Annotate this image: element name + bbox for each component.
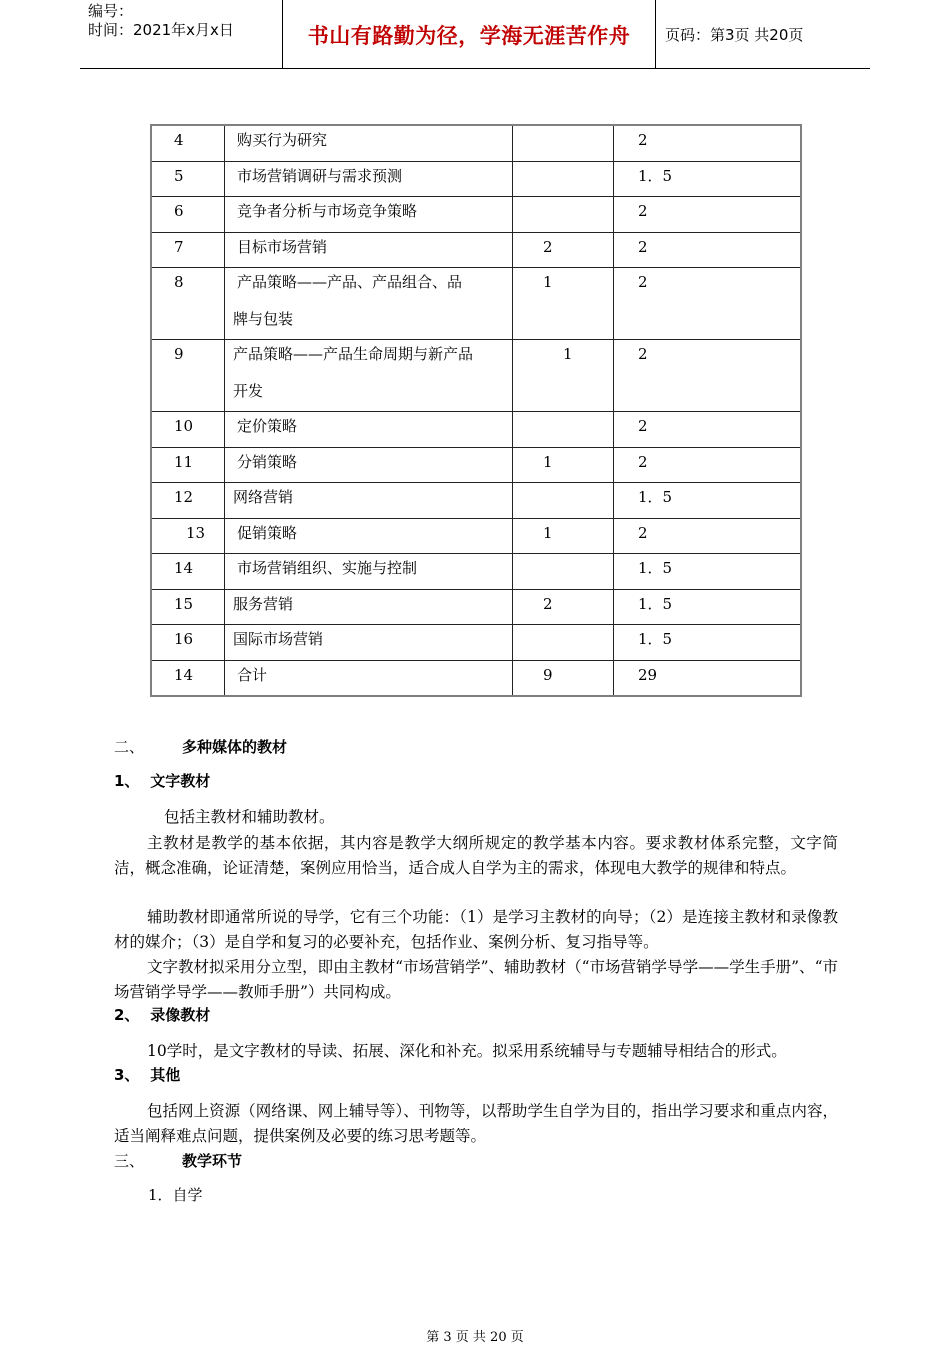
- heading-video-materials: [114, 1007, 210, 1024]
- paragraph: 10学时，是文字教材的导读、拓展、深化和补充。拟采用系统辅导与专题辅导相结合的形式。: [147, 1042, 787, 1060]
- topic-cell: [225, 268, 513, 340]
- topic-text: 服务营销: [233, 594, 294, 613]
- topic-line-1: 产品策略——产品、产品组合、品: [237, 273, 463, 291]
- heading-3-title: 其他: [150, 1066, 181, 1084]
- section-2-title: 多种媒体的教材: [182, 738, 288, 756]
- hours-cell: [614, 589, 802, 625]
- table-row: [151, 412, 801, 448]
- section-3-number: 三、: [114, 1152, 145, 1170]
- video-hours-cell: [513, 125, 614, 161]
- table-row: [151, 660, 801, 696]
- topic-cell: [225, 483, 513, 519]
- video-hours-text: [513, 625, 613, 631]
- row-number-cell: [151, 161, 225, 197]
- table-row: [151, 197, 801, 233]
- row-number-text: 14: [174, 665, 194, 684]
- row-number-text: 16: [174, 630, 194, 648]
- topic-cell: [225, 554, 513, 590]
- hours-text: 1．5: [638, 488, 673, 506]
- row-number-text: 9: [174, 345, 184, 363]
- table-row: [151, 518, 801, 554]
- hours-text: 2: [638, 273, 648, 291]
- row-number-cell: [151, 554, 225, 590]
- topic-cell: [225, 660, 513, 696]
- video-hours-text: [513, 412, 613, 418]
- heading-1-title: 文字教材: [150, 772, 211, 790]
- video-hours-cell: [513, 625, 614, 661]
- video-hours-cell: [513, 518, 614, 554]
- hours-text: 29: [638, 665, 658, 684]
- table-row: [151, 125, 801, 161]
- row-number-cell: [151, 483, 225, 519]
- hours-text: 1．5: [638, 594, 673, 613]
- page-footer: 第 3 页 共 20 页: [426, 1330, 524, 1345]
- row-number-text: 5: [174, 166, 184, 185]
- hours-text: 1．5: [638, 630, 673, 648]
- hours-text: 2: [638, 131, 648, 149]
- table-row: [151, 161, 801, 197]
- topic-text: 竞争者分析与市场竞争策略: [237, 202, 418, 220]
- row-number-cell: [151, 412, 225, 448]
- table-row: [151, 625, 801, 661]
- row-number-cell: [151, 197, 225, 233]
- paragraph: 主教材是教学的基本依据，其内容是教学大纲所规定的教学基本内容。要求教材体系完整，文字简洁，概念准确，论证清楚，案例应用恰当，适合成人自学为主的需求，体现电大教学的规律和特点。: [114, 834, 838, 877]
- course-schedule-table: [150, 124, 802, 697]
- video-hours-cell: [513, 589, 614, 625]
- row-number-text: 4: [174, 131, 184, 149]
- table-row: [151, 340, 801, 412]
- video-hours-text: 2: [543, 594, 553, 613]
- hours-cell: [614, 161, 802, 197]
- row-number-text: 12: [174, 488, 194, 506]
- row-number-cell: [151, 125, 225, 161]
- topic-text: 市场营销组织、实施与控制: [237, 559, 418, 577]
- row-number-cell: [151, 660, 225, 696]
- hours-text: 2: [638, 452, 648, 471]
- hours-text: 2: [638, 237, 648, 256]
- row-number-cell: [151, 625, 225, 661]
- header-page-info: 页码：第3页 共20页: [665, 26, 804, 44]
- hours-cell: [614, 125, 802, 161]
- time-label: 时间：2021年x月x日: [88, 21, 234, 39]
- topic-text: [225, 268, 512, 328]
- row-number-text: 15: [174, 594, 194, 613]
- video-hours-text: 1: [543, 523, 553, 542]
- topic-text: [225, 340, 512, 400]
- topic-text: 合计: [237, 665, 268, 684]
- video-hours-text: [513, 483, 613, 489]
- topic-line-2: 开发: [233, 382, 264, 400]
- serial-label: 编号：: [88, 2, 134, 20]
- table-row: [151, 554, 801, 590]
- heading-3-number: 3、: [114, 1066, 140, 1084]
- table-row: [151, 589, 801, 625]
- row-number-cell: [151, 447, 225, 483]
- paragraph: 包括主教材和辅助教材。: [164, 808, 335, 826]
- header-motto: 书山有路勤为径，学海无涯苦作舟: [307, 24, 631, 48]
- section-3-heading: [114, 1152, 243, 1170]
- video-hours-cell: [513, 232, 614, 268]
- topic-cell: [225, 232, 513, 268]
- topic-cell: [225, 161, 513, 197]
- video-hours-cell: [513, 660, 614, 696]
- row-number-text: 11: [174, 452, 194, 471]
- hours-cell: [614, 197, 802, 233]
- paragraph: 文字教材拟采用分立型，即由主教材“市场营销学”、辅助教材（“市场营销学导学——学生手册”、“市场营销学导学——教师手册”）共同构成。: [114, 958, 838, 1001]
- topic-cell: [225, 125, 513, 161]
- topic-text: 促销策略: [237, 523, 298, 542]
- section-2-heading: [114, 738, 288, 756]
- video-hours-text: [513, 162, 613, 168]
- row-number-cell: [151, 518, 225, 554]
- row-number-text: 13: [186, 523, 206, 542]
- row-number-cell: [151, 589, 225, 625]
- row-number-text: 7: [174, 237, 184, 256]
- video-hours-cell: [513, 161, 614, 197]
- heading-text-materials: [114, 773, 210, 790]
- page-header: [80, 0, 870, 69]
- hours-text: 2: [638, 202, 648, 220]
- table-row: [151, 447, 801, 483]
- header-meta: [88, 2, 234, 40]
- video-hours-cell: [513, 197, 614, 233]
- row-number-text: 8: [174, 273, 184, 291]
- table-row: [151, 483, 801, 519]
- topic-cell: [225, 412, 513, 448]
- row-number-cell: [151, 232, 225, 268]
- video-hours-cell: [513, 447, 614, 483]
- hours-cell: [614, 447, 802, 483]
- topic-cell: [225, 518, 513, 554]
- topic-text: 国际市场营销: [233, 630, 324, 648]
- hours-text: 1．5: [638, 559, 673, 577]
- video-hours-text: 1: [543, 273, 553, 291]
- video-hours-text: [513, 554, 613, 560]
- video-hours-cell: [513, 483, 614, 519]
- row-number-cell: [151, 268, 225, 340]
- video-hours-text: 2: [543, 237, 553, 256]
- hours-cell: [614, 625, 802, 661]
- video-hours-text: 9: [543, 665, 553, 684]
- topic-line-2: 牌与包装: [233, 310, 294, 328]
- video-hours-cell: [513, 268, 614, 340]
- topic-text: 网络营销: [233, 488, 294, 506]
- hours-cell: [614, 660, 802, 696]
- table-row: [151, 232, 801, 268]
- section-2-number: 二、: [114, 738, 145, 756]
- topic-text: 市场营销调研与需求预测: [237, 166, 403, 185]
- topic-text: 购买行为研究: [237, 131, 328, 149]
- paragraph: 包括网上资源（网络课、网上辅导等）、刊物等，以帮助学生自学为目的，指出学习要求和重点内容，适当阐释难点问题，提供案例及必要的练习思考题等。: [114, 1102, 838, 1145]
- hours-cell: [614, 340, 802, 412]
- video-hours-cell: [513, 340, 614, 412]
- topic-cell: [225, 625, 513, 661]
- video-hours-cell: [513, 412, 614, 448]
- topic-text: 定价策略: [237, 417, 298, 435]
- row-number-text: 6: [174, 202, 184, 220]
- hours-text: 2: [638, 523, 648, 542]
- video-hours-cell: [513, 554, 614, 590]
- table-row: [151, 268, 801, 340]
- video-hours-text: 1: [563, 345, 573, 363]
- topic-text: 分销策略: [237, 452, 298, 471]
- row-number-text: 10: [174, 417, 194, 435]
- hours-cell: [614, 412, 802, 448]
- heading-2-title: 录像教材: [150, 1006, 211, 1024]
- heading-other: [114, 1067, 180, 1084]
- video-hours-text: 1: [543, 452, 553, 471]
- video-hours-text: [513, 197, 613, 203]
- topic-cell: [225, 589, 513, 625]
- section-3-title: 教学环节: [182, 1152, 243, 1170]
- hours-cell: [614, 518, 802, 554]
- topic-line-1: 产品策略——产品生命周期与新产品: [233, 345, 474, 363]
- video-hours-text: [513, 126, 613, 132]
- row-number-cell: [151, 340, 225, 412]
- topic-cell: [225, 340, 513, 412]
- hours-text: 2: [638, 345, 648, 363]
- topic-cell: [225, 197, 513, 233]
- hours-text: 2: [638, 417, 648, 435]
- topic-text: 目标市场营销: [237, 237, 328, 256]
- hours-cell: [614, 554, 802, 590]
- heading-2-number: 2、: [114, 1006, 140, 1024]
- topic-cell: [225, 447, 513, 483]
- row-number-text: 14: [174, 559, 194, 577]
- hours-cell: [614, 268, 802, 340]
- hours-text: 1．5: [638, 166, 673, 185]
- paragraph: 辅助教材即通常所说的导学，它有三个功能：（1）是学习主教材的向导；（2）是连接主教材和录像教材的媒介；（3）是自学和复习的必要补充，包括作业、案例分析、复习指导等。: [114, 908, 838, 951]
- hours-cell: [614, 232, 802, 268]
- list-item-self-study: 1．自学: [148, 1186, 203, 1204]
- heading-1-number: 1、: [114, 772, 140, 790]
- hours-cell: [614, 483, 802, 519]
